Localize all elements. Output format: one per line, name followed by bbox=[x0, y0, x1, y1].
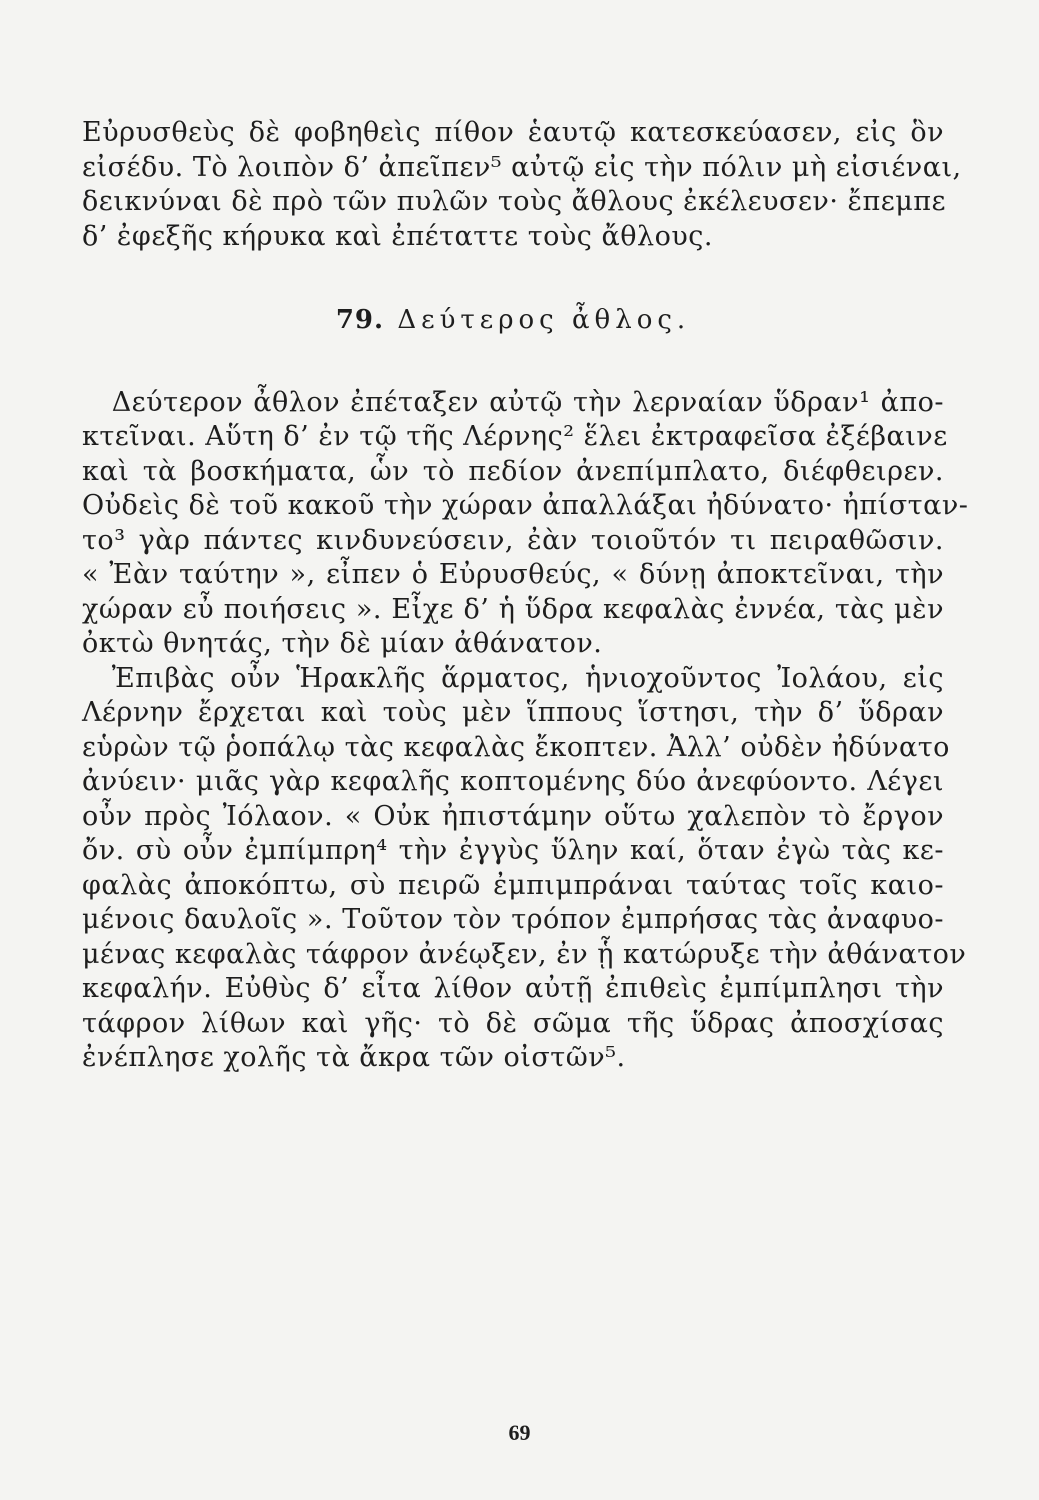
text-line: το³ γὰρ πάντες κινδυνεύσειν, ἐὰν τοιοῦτόν τι πειραθῶσιν. bbox=[82, 524, 944, 556]
text-line: Εὐρυσθεὺς δὲ φοβηθεὶς πίθον ἑαυτῷ κατεσκεύασεν, εἰς ὃν bbox=[82, 117, 944, 148]
body-text bbox=[82, 116, 969, 1076]
section-heading bbox=[82, 303, 944, 338]
text-line: Οὐδεὶς δὲ τοῦ κακοῦ τὴν χώραν ἀπαλλάξαι ἠδύνατο· ἠπίσταν- bbox=[82, 490, 969, 521]
text-line: κεφαλήν. Εὐθὺς δ’ εἶτα λίθον αὐτῇ ἐπιθεὶς ἐμπίμπλησι τὴν bbox=[82, 973, 944, 1004]
intro-paragraph bbox=[82, 116, 962, 254]
text-line: εἰσέδυ. Τὸ λοιπὸν δ’ ἀπεῖπεν⁵ αὐτῷ εἰς τὴν πόλιν μὴ εἰσιέναι, bbox=[82, 151, 962, 183]
section-title: Δεύτερος ἆθλος. bbox=[397, 305, 691, 335]
text-line: Λέρνην ἔρχεται καὶ τοὺς μὲν ἵππους ἵστησι, τὴν δ’ ὕδραν bbox=[82, 697, 944, 728]
text-line: Δεύτερον ἆθλον ἐπέταξεν αὐτῷ τὴν λερναίαν ὕδραν¹ ἀπο- bbox=[111, 386, 944, 418]
text-line: ἐνέπλησε χολῆς τὰ ἄκρα τῶν οἰστῶν⁵. bbox=[82, 1042, 626, 1073]
text-line: δ’ ἐφεξῆς κήρυκα καὶ ἐπέταττε τοὺς ἄθλους. bbox=[82, 220, 713, 252]
text-line: κτεῖναι. Αὕτη δ’ ἐν τῷ τῆς Λέρνης² ἕλει ἐκτραφεῖσα ἐξέβαινε bbox=[82, 421, 948, 452]
text-line: φαλὰς ἀποκόπτω, σὺ πειρῶ ἐμπιμπράναι ταύτας τοῖς καιο- bbox=[82, 869, 944, 901]
text-line: τάφρον λίθων καὶ γῆς· τὸ δὲ σῶμα τῆς ὕδρας ἀποσχίσας bbox=[82, 1007, 944, 1039]
text-line: ὀκτὼ θνητάς, τὴν δὲ μίαν ἀθάνατον. bbox=[82, 628, 603, 659]
text-line: οὖν πρὸς Ἰόλαον. « Οὐκ ἠπιστάμην οὕτω χαλεπὸν τὸ ἔργον bbox=[82, 800, 944, 832]
paragraph-2 bbox=[82, 662, 967, 1076]
text-line: χώραν εὖ ποιήσεις ». Εἶχε δ’ ἡ ὕδρα κεφαλὰς ἐννέα, τὰς μὲν bbox=[82, 593, 944, 625]
text-line: εὑρὼν τῷ ῥοπάλῳ τὰς κεφαλὰς ἔκοπτεν. Ἀλλ’ οὐδὲν ἠδύνατο bbox=[82, 731, 950, 763]
text-line: ἀνύειν· μιᾶς γὰρ κεφαλῆς κοπτομένης δύο ἀνεφύοντο. Λέγει bbox=[82, 766, 944, 797]
text-line: μένας κεφαλὰς τάφρον ἀνέῳξεν, ἐν ᾗ κατώρυξε τὴν ἀθάνατον bbox=[82, 938, 967, 970]
text-line: δεικνύναι δὲ πρὸ τῶν πυλῶν τοὺς ἄθλους ἐκέλευσεν· ἔπεμπε bbox=[82, 186, 947, 217]
text-line: καὶ τὰ βοσκήματα, ὧν τὸ πεδίον ἀνεπίμπλατο, διέφθειρεν. bbox=[82, 455, 944, 487]
text-line: Ἐπιβὰς οὖν Ἡρακλῆς ἅρματος, ἡνιοχοῦντος Ἰολάου, εἰς bbox=[111, 662, 944, 694]
section-number: 79. bbox=[335, 305, 385, 335]
text-line: ὄν. σὺ οὖν ἐμπίμπρη⁴ τὴν ἐγγὺς ὕλην καί, ὅταν ἐγὼ τὰς κε- bbox=[82, 835, 944, 866]
text-line: « Ἐὰν ταύτην », εἶπεν ὁ Εὐρυσθεύς, « δύνῃ ἀποκτεῖναι, τὴν bbox=[82, 559, 944, 590]
page-number: 69 bbox=[508, 1420, 531, 1445]
paragraph-1 bbox=[82, 386, 969, 662]
text-line: μένοις δαυλοῖς ». Τοῦτον τὸν τρόπον ἐμπρήσας τὰς ἀναφυο- bbox=[82, 904, 944, 935]
